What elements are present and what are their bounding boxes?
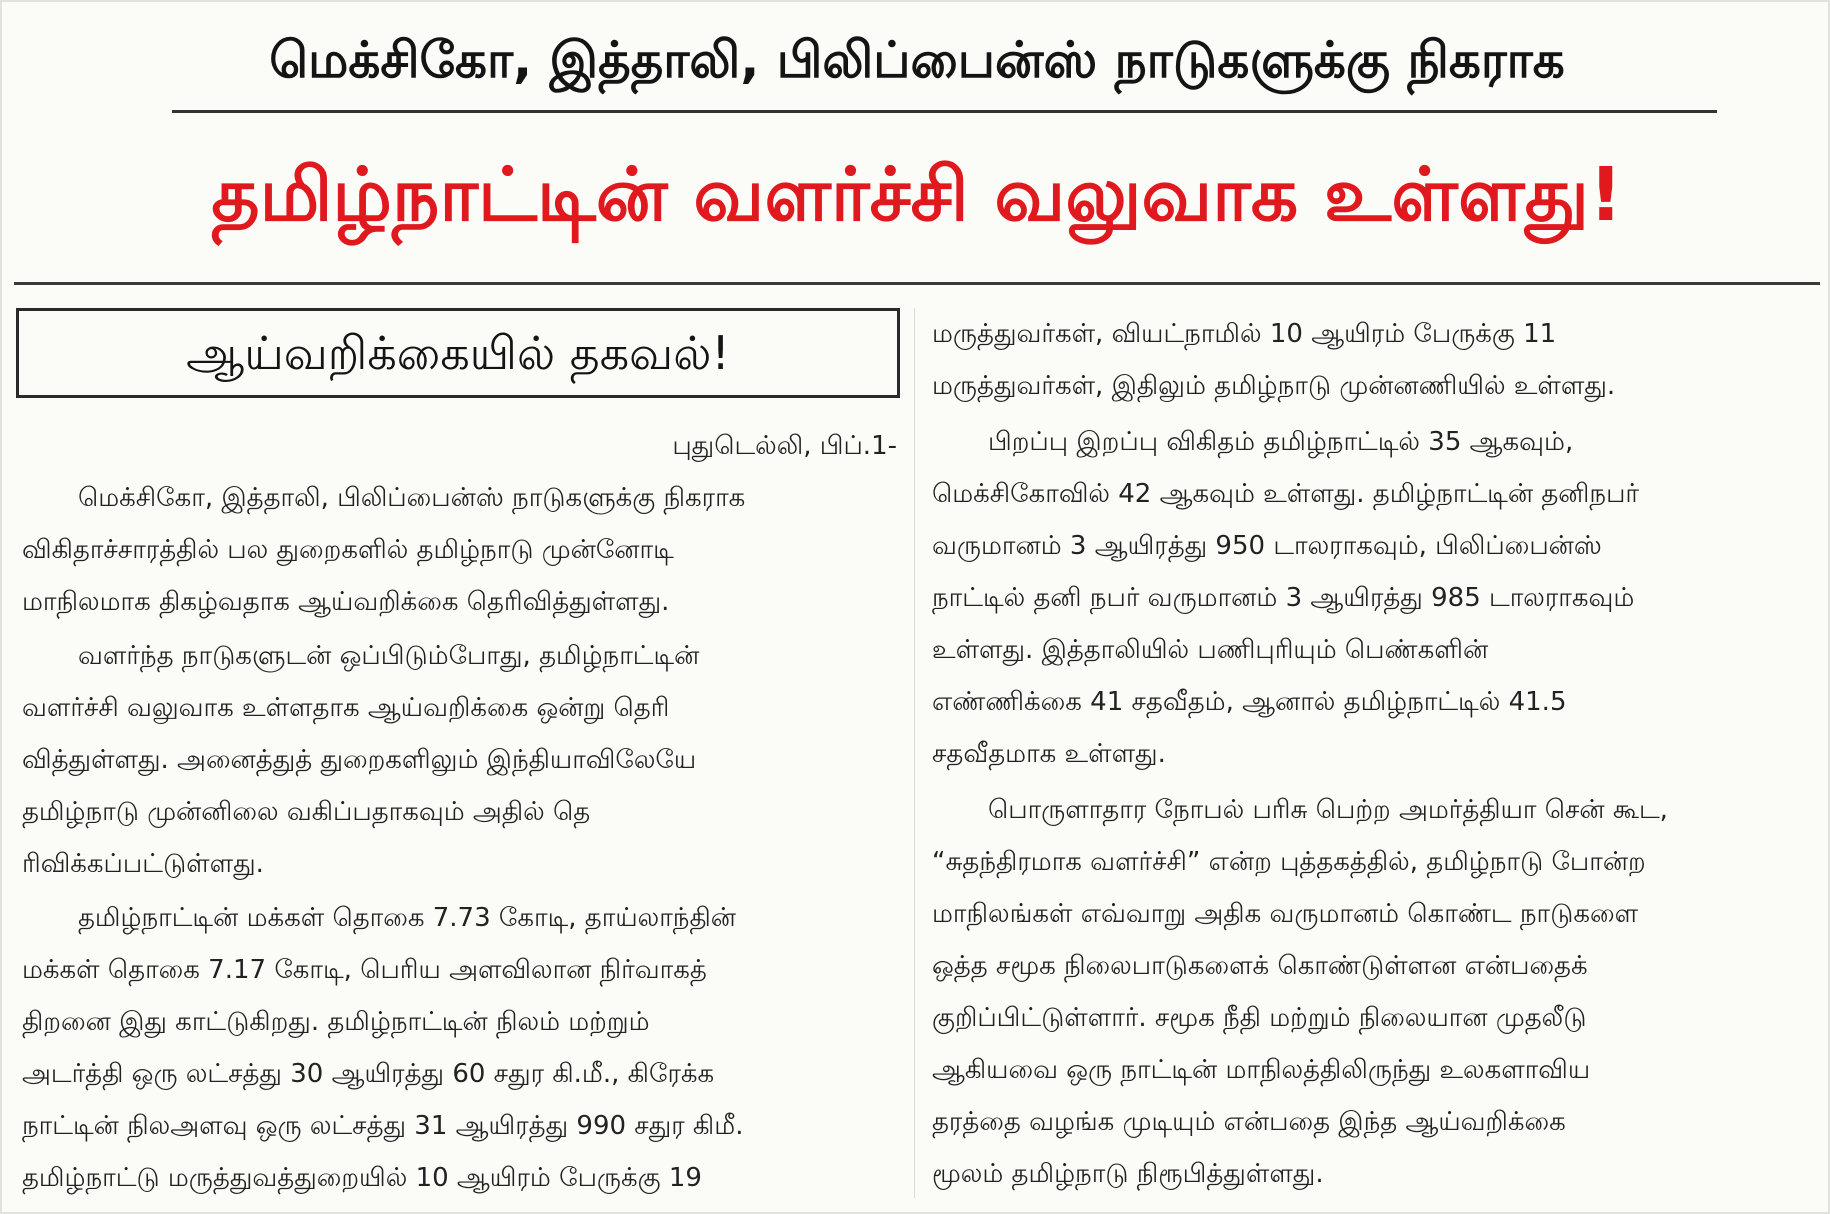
right-line: பிறப்பு இறப்பு விகிதம் தமிழ்நாட்டில் 35 ஆகவும், <box>988 427 1574 457</box>
left-line: தமிழ்நாட்டு மருத்துவத்துறையில் 10 ஆயிரம் பேருக்கு 19 <box>22 1163 702 1193</box>
right-line: குறிப்பிட்டுள்ளார். சமூக நீதி மற்றும் நிலையான முதலீடு <box>932 1003 1587 1033</box>
left-line: மெக்சிகோ, இத்தாலி, பிலிப்பைன்ஸ் நாடுகளுக்கு நிகராக <box>78 483 746 513</box>
right-line: மூலம் தமிழ்நாடு நிரூபித்துள்ளது. <box>932 1159 1324 1189</box>
left-line: வளர்ச்சி வலுவாக உள்ளதாக ஆய்வறிக்கை ஒன்று தெரி <box>22 693 670 723</box>
left-line: மாநிலமாக திகழ்வதாக ஆய்வறிக்கை தெரிவித்துள்ளது. <box>22 587 670 617</box>
subhead-box: ஆய்வறிக்கையில் தகவல்! <box>16 308 900 398</box>
left-line: தமிழ்நாடு முன்னிலை வகிப்பதாகவும் அதில் தெ <box>22 797 591 827</box>
dateline: புதுடெல்லி, பிப்.1- <box>672 431 897 461</box>
right-line: பொருளாதார நோபல் பரிசு பெற்ற அமர்த்தியா சென் கூட, <box>988 795 1668 825</box>
kicker-underline <box>172 110 1717 113</box>
left-line: திறனை இது காட்டுகிறது. தமிழ்நாட்டின் நிலம் மற்றும் <box>22 1007 650 1037</box>
right-line: எண்ணிக்கை 41 சதவீதம், ஆனால் தமிழ்நாட்டில் 41.5 <box>932 687 1567 717</box>
left-line: நாட்டின் நிலஅளவு ஒரு லட்சத்து 31 ஆயிரத்து 990 சதுர கிமீ. <box>22 1111 744 1141</box>
right-line: தரத்தை வழங்க முடியும் என்பதை இந்த ஆய்வறிக்கை <box>932 1107 1566 1137</box>
right-line: சதவீதமாக உள்ளது. <box>932 739 1166 769</box>
left-line: வித்துள்ளது. அனைத்துத் துறைகளிலும் இந்தியாவிலேயே <box>22 745 697 775</box>
right-line: நாட்டில் தனி நபர் வருமானம் 3 ஆயிரத்து 985 டாலராகவும் <box>932 583 1635 613</box>
column-divider <box>914 308 915 1198</box>
left-line: அடர்த்தி ஒரு லட்சத்து 30 ஆயிரத்து 60 சதுர கி.மீ., கிரேக்க <box>22 1059 715 1089</box>
right-line: வருமானம் 3 ஆயிரத்து 950 டாலராகவும், பிலிப்பைன்ஸ் <box>932 531 1602 561</box>
left-line: மக்கள் தொகை 7.17 கோடி, பெரிய அளவிலான நிர்வாகத் <box>22 955 707 985</box>
kicker-headline: மெக்சிகோ, இத்தாலி, பிலிப்பைன்ஸ் நாடுகளுக்கு நிகராக <box>269 31 1565 89</box>
right-line: “சுதந்திரமாக வளர்ச்சி” என்ற புத்தகத்தில், தமிழ்நாடு போன்ற <box>932 847 1646 877</box>
right-line: உள்ளது. இத்தாலியில் பணிபுரியும் பெண்களின் <box>932 635 1489 665</box>
headline-divider <box>14 282 1820 285</box>
left-line: விகிதாச்சாரத்தில் பல துறைகளில் தமிழ்நாடு முன்னோடி <box>22 535 674 565</box>
right-line: மெக்சிகோவில் 42 ஆகவும் உள்ளது. தமிழ்நாட்டின் தனிநபர் <box>932 479 1640 509</box>
left-line: ரிவிக்கப்பட்டுள்ளது. <box>22 849 264 879</box>
right-line: மருத்துவர்கள், இதிலும் தமிழ்நாடு முன்னணியில் உள்ளது. <box>932 371 1616 401</box>
right-line: ஒத்த சமூக நிலைபாடுகளைக் கொண்டுள்ளன என்பதைக் <box>932 951 1588 981</box>
left-line: வளர்ந்த நாடுகளுடன் ஒப்பிடும்போது, தமிழ்நாட்டின் <box>78 641 700 671</box>
right-line: மாநிலங்கள் எவ்வாறு அதிக வருமானம் கொண்ட நாடுகளை <box>932 899 1639 929</box>
right-line: ஆகியவை ஒரு நாட்டின் மாநிலத்திலிருந்து உலகளாவிய <box>932 1055 1591 1085</box>
main-headline: தமிழ்நாட்டின் வளர்ச்சி வலுவாக உள்ளது! <box>211 152 1623 238</box>
left-line: தமிழ்நாட்டின் மக்கள் தொகை 7.73 கோடி, தாய்லாந்தின் <box>78 903 736 933</box>
right-line: மருத்துவர்கள், வியட்நாமில் 10 ஆயிரம் பேருக்கு 11 <box>932 319 1557 349</box>
